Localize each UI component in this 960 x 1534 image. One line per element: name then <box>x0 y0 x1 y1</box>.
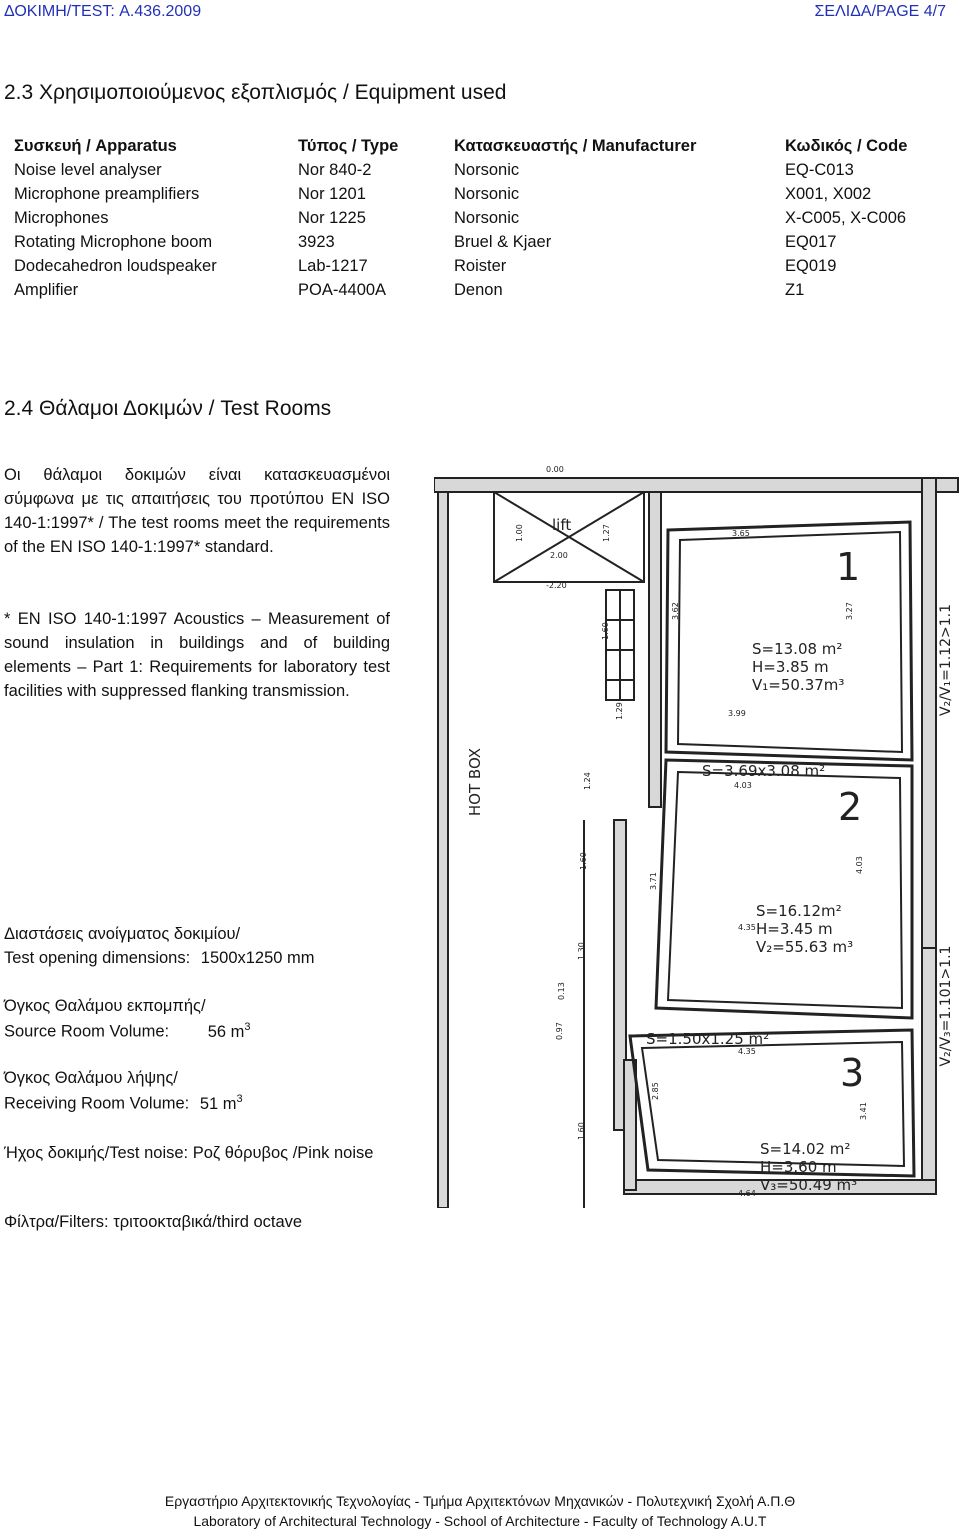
wall-left-upper <box>649 492 661 807</box>
filters: Φίλτρα/Filters: τριτοοκταβικά/third octave <box>4 1213 303 1231</box>
receiving-volume-caption: Receiving Room Volume: <box>4 1094 190 1113</box>
dimension-label: 1.60 <box>579 852 588 870</box>
table-cell: Dodecahedron loudspeaker <box>14 256 217 275</box>
standard-footnote: * EN ISO 140-1:1997 Acoustics – Measurement of sound insulation in buildings and of building elements – Part 1: Requirements for laboratory test facilities with suppressed flanking transmission. <box>4 610 390 700</box>
lift-label: lift <box>552 516 572 534</box>
left-corridor-wall <box>438 492 448 1208</box>
ratio-2: V₂/V₃=1.101>1.1 <box>938 945 954 1067</box>
table-cell: Noise level analyser <box>14 160 162 179</box>
receiving-volume-value: 51 m <box>199 1094 237 1113</box>
opening-caption: Test opening dimensions: <box>4 949 191 967</box>
room-2-area: S=16.12m² <box>756 902 842 920</box>
table-cell: Nor 840-2 <box>298 160 372 179</box>
room-2-inner <box>668 772 902 1008</box>
opening-value: 1500x1250 mm <box>200 949 315 967</box>
dimension-label: 2.00 <box>550 551 568 560</box>
wall-top <box>434 478 958 492</box>
table-cell: Lab-1217 <box>298 256 368 275</box>
source-volume-label: Όγκος Θαλάμου εκπομπής/ <box>4 997 206 1015</box>
table-header-cell: Κατασκευαστής / Manufacturer <box>454 136 697 155</box>
dimension-label: 3.99 <box>728 709 746 718</box>
room-1-volume: V₁=50.37m³ <box>752 676 845 694</box>
table-cell: EQ017 <box>785 232 837 251</box>
hot-box-label: HOT BOX <box>466 747 484 817</box>
room-1-height: H=3.85 m <box>752 658 829 676</box>
table-cell: Rotating Microphone boom <box>14 232 213 251</box>
opening-label: Διαστάσεις ανοίγματος δοκιμίου/ <box>4 925 241 943</box>
dimension-label: 4.03 <box>855 856 864 874</box>
receiving-volume-unit-exp: 3 <box>236 1093 243 1105</box>
table-cell: Norsonic <box>454 208 520 227</box>
dimension-label: 1.30 <box>577 942 586 960</box>
dimension-label: 0.13 <box>557 982 566 1000</box>
table-cell: Z1 <box>785 280 805 299</box>
dimension-label: 1.00 <box>515 524 524 542</box>
dimension-label: 4.03 <box>734 781 752 790</box>
room-3-height: H=3.60 m <box>760 1158 837 1176</box>
dimension-label: 3.65 <box>732 529 750 538</box>
header-page-number: ΣΕΛΙΔΑ/PAGE 4/7 <box>814 3 946 20</box>
room-2-number: 2 <box>838 785 863 829</box>
table-cell: X001, X002 <box>785 184 872 203</box>
dimension-label: 2.85 <box>651 1082 660 1100</box>
table-row <box>14 230 940 254</box>
source-volume-value: 56 m <box>207 1022 245 1041</box>
table-cell: 3923 <box>298 232 335 251</box>
room-3-number: 3 <box>840 1051 865 1095</box>
equipment-table <box>14 134 940 302</box>
section-title-equipment: 2.3 Χρησιμοποιούμενος εξοπλισμός / Equipment used <box>4 81 507 104</box>
room-1-area: S=13.08 m² <box>752 640 843 658</box>
table-cell: EQ019 <box>785 256 837 275</box>
table-cell: Norsonic <box>454 160 520 179</box>
receiving-volume-label: Όγκος Θαλάμου λήψης/ <box>4 1069 178 1087</box>
wall-right-lower <box>922 948 936 1188</box>
table-header-cell: Τύπος / Type <box>298 136 399 155</box>
table-cell: Nor 1225 <box>298 208 366 227</box>
dimension-label: 3.41 <box>859 1102 868 1120</box>
room-2-outline <box>656 760 912 1018</box>
table-header-cell: Συσκευή / Apparatus <box>14 136 177 155</box>
table-row <box>14 254 940 278</box>
room-2-height: H=3.45 m <box>756 920 833 938</box>
source-volume-caption: Source Room Volume: <box>4 1022 170 1041</box>
dimension-label: 1.29 <box>615 702 624 720</box>
dimension-label: 1.60 <box>577 1122 586 1140</box>
opening-2-size: S=1.50x1.25 m² <box>646 1030 770 1048</box>
table-cell: X-C005, X-C006 <box>785 208 907 227</box>
room-1-number: 1 <box>836 545 861 589</box>
room-2-volume: V₂=55.63 m³ <box>756 938 854 956</box>
dimension-label: 4.35 <box>738 1047 756 1056</box>
room-3-area: S=14.02 m² <box>760 1140 851 1158</box>
floor-plan <box>434 460 960 1208</box>
table-row <box>14 158 940 182</box>
footer-greek: Εργαστήριο Αρχιτεκτονικής Τεχνολογίας - Τμήμα Αρχιτεκτόνων Μηχανικών - Πολυτεχνική Σχολή Α.Π.Θ <box>164 1493 796 1509</box>
source-volume-unit-exp: 3 <box>244 1021 251 1033</box>
header-test-id: ΔΟΚΙΜΗ/TEST: Α.436.2009 <box>4 3 202 20</box>
test-noise: Ήχος δοκιμής/Test noise: Ροζ θόρυβος /Pink noise <box>4 1144 374 1162</box>
table-row <box>14 182 940 206</box>
table-cell: Norsonic <box>454 184 520 203</box>
dimension-label: 0.97 <box>555 1022 564 1040</box>
table-cell: POA-4400A <box>298 280 387 299</box>
dimension-label: -2.20 <box>546 581 567 590</box>
table-row <box>14 206 940 230</box>
table-cell: Microphones <box>14 208 109 227</box>
table-cell: Bruel & Kjaer <box>454 232 552 251</box>
dimension-label: 1.27 <box>602 524 611 542</box>
table-cell: Roister <box>454 256 507 275</box>
table-cell: Microphone preamplifiers <box>14 184 200 203</box>
dimension-label: 0.00 <box>546 465 564 474</box>
table-cell: EQ-C013 <box>785 160 854 179</box>
opening-line <box>4 949 315 968</box>
dimension-label: 3.27 <box>845 602 854 620</box>
table-cell: Nor 1201 <box>298 184 366 203</box>
rooms-standard-paragraph: Οι θάλαμοι δοκιμών είναι κατασκευασμένοι σύμφωνα με τις απαιτήσεις του προτύπου EN ISO 140-1:1997* / The test rooms meet the requirements of the EN ISO 140-1:1997* standard. <box>4 466 390 556</box>
opening-1-size: S=3.69x3.08 m² <box>702 762 826 780</box>
table-header-cell: Κωδικός / Code <box>785 136 908 155</box>
table-cell: Amplifier <box>14 280 79 299</box>
source-volume-line <box>4 1021 251 1042</box>
dimension-label: 1.24 <box>583 772 592 790</box>
dimension-label: 4.64 <box>738 1189 756 1198</box>
dimension-label: 3.71 <box>649 872 658 890</box>
dimension-label: 1.60 <box>601 622 610 640</box>
room-3-volume: V₃=50.49 m³ <box>760 1176 858 1194</box>
receiving-volume-line <box>4 1093 243 1114</box>
dimension-label: 4.35 <box>738 923 756 932</box>
table-row <box>14 278 940 302</box>
dimension-label: 3.62 <box>671 602 680 620</box>
wall-right <box>922 478 936 948</box>
ratio-1: V₂/V₁=1.12>1.1 <box>938 604 954 716</box>
footer-english: Laboratory of Architectural Technology - School of Architecture - Faculty of Technology A.U.T <box>193 1513 767 1529</box>
wall-left-lower <box>624 1060 636 1190</box>
section-title-rooms: 2.4 Θάλαμοι Δοκιμών / Test Rooms <box>4 397 332 420</box>
table-cell: Denon <box>454 280 503 299</box>
